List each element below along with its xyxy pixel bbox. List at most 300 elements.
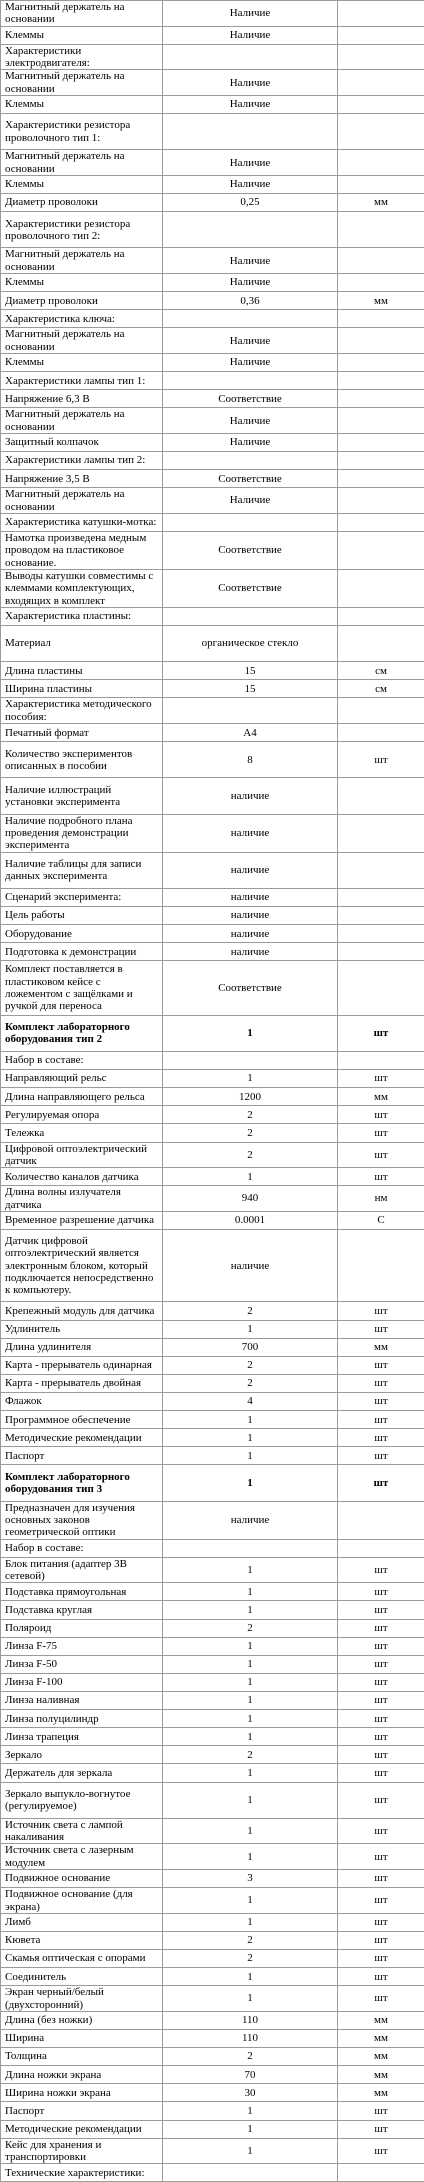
row-value: 1 bbox=[163, 1655, 338, 1673]
table-row bbox=[1, 1356, 424, 1374]
row-value: наличие bbox=[163, 1229, 338, 1302]
row-label: Характеристики лампы тип 1: bbox=[1, 372, 163, 390]
table-row bbox=[1, 1429, 424, 1447]
table-row bbox=[1, 150, 424, 176]
row-unit bbox=[338, 2164, 424, 2182]
row-unit: шт bbox=[338, 1888, 424, 1914]
row-unit: шт bbox=[338, 1356, 424, 1374]
row-unit: шт bbox=[338, 1070, 424, 1088]
row-label: Паспорт bbox=[1, 1447, 163, 1465]
table-row bbox=[1, 1501, 424, 1539]
row-unit bbox=[338, 95, 424, 113]
table-row bbox=[1, 607, 424, 625]
row-value: 1 bbox=[163, 1673, 338, 1691]
row-unit: мм bbox=[338, 292, 424, 310]
row-unit: шт bbox=[338, 1673, 424, 1691]
table-row bbox=[1, 354, 424, 372]
row-unit: шт bbox=[338, 1142, 424, 1168]
row-unit bbox=[338, 626, 424, 662]
row-unit: шт bbox=[338, 2120, 424, 2138]
row-value: Наличие bbox=[163, 70, 338, 96]
row-unit: мм bbox=[338, 1088, 424, 1106]
row-value bbox=[163, 452, 338, 470]
table-row bbox=[1, 2164, 424, 2182]
row-unit bbox=[338, 513, 424, 531]
row-unit: шт bbox=[338, 1746, 424, 1764]
table-row bbox=[1, 724, 424, 742]
row-value: 1 bbox=[163, 1070, 338, 1088]
row-label: Набор в составе: bbox=[1, 1539, 163, 1557]
row-value: Наличие bbox=[163, 175, 338, 193]
row-unit: шт bbox=[338, 1124, 424, 1142]
row-label: Методические рекомендации bbox=[1, 2120, 163, 2138]
row-unit: С bbox=[338, 1211, 424, 1229]
row-label: Длина (без ножки) bbox=[1, 2011, 163, 2029]
row-value bbox=[163, 310, 338, 328]
row-label: Технические характеристики: bbox=[1, 2164, 163, 2182]
table-row bbox=[1, 662, 424, 680]
row-value: 2 bbox=[163, 1374, 338, 1392]
row-label: Магнитный держатель на основании bbox=[1, 328, 163, 354]
row-value: наличие bbox=[163, 1501, 338, 1539]
row-unit bbox=[338, 943, 424, 961]
row-value: 1 bbox=[163, 1557, 338, 1583]
row-label: Флажок bbox=[1, 1393, 163, 1411]
table-row bbox=[1, 907, 424, 925]
row-value: 1 bbox=[163, 1913, 338, 1931]
row-value: 2 bbox=[163, 1142, 338, 1168]
row-unit: шт bbox=[338, 1950, 424, 1968]
row-value: наличие bbox=[163, 814, 338, 852]
row-label: Цифровой оптоэлектрический датчик bbox=[1, 1142, 163, 1168]
table-row bbox=[1, 814, 424, 852]
row-label: Клеммы bbox=[1, 175, 163, 193]
row-value: наличие bbox=[163, 778, 338, 814]
row-label: Длина ножки экрана bbox=[1, 2066, 163, 2084]
row-value: 30 bbox=[163, 2084, 338, 2102]
table-row bbox=[1, 1637, 424, 1655]
row-label: Кейс для хранения и транспортировки bbox=[1, 2138, 163, 2164]
row-unit bbox=[338, 433, 424, 451]
row-unit: шт bbox=[338, 742, 424, 778]
row-unit bbox=[338, 607, 424, 625]
row-unit: шт bbox=[338, 1447, 424, 1465]
row-label: Паспорт bbox=[1, 2102, 163, 2120]
table-row bbox=[1, 1844, 424, 1870]
row-value: наличие bbox=[163, 925, 338, 943]
row-label: Цель работы bbox=[1, 907, 163, 925]
row-unit bbox=[338, 175, 424, 193]
table-row bbox=[1, 2120, 424, 2138]
row-unit: шт bbox=[338, 1015, 424, 1051]
row-label: Количество каналов датчика bbox=[1, 1168, 163, 1186]
row-value: 2 bbox=[163, 1931, 338, 1949]
row-unit bbox=[338, 408, 424, 434]
row-label: Характеристика методического пособия: bbox=[1, 698, 163, 724]
row-value: наличие bbox=[163, 852, 338, 888]
row-label: Защитный колпачок bbox=[1, 433, 163, 451]
row-unit: шт bbox=[338, 1968, 424, 1986]
row-unit: мм bbox=[338, 2029, 424, 2047]
row-unit: шт bbox=[338, 1986, 424, 2012]
row-value: 940 bbox=[163, 1186, 338, 1212]
row-value: 1 bbox=[163, 1411, 338, 1429]
row-label: Линза F-75 bbox=[1, 1637, 163, 1655]
table-row bbox=[1, 778, 424, 814]
row-value: Наличие bbox=[163, 26, 338, 44]
row-unit bbox=[338, 274, 424, 292]
row-value bbox=[163, 2164, 338, 2182]
row-value: Наличие bbox=[163, 150, 338, 176]
table-row bbox=[1, 408, 424, 434]
table-row bbox=[1, 1374, 424, 1392]
row-value bbox=[163, 44, 338, 70]
row-label: Зеркало выпукло-вогнутое (регулируемое) bbox=[1, 1782, 163, 1818]
row-value: 2 bbox=[163, 2048, 338, 2066]
row-unit: шт bbox=[338, 1302, 424, 1320]
row-label: Комплект поставляется в пластиковом кейсе с ложементом с защёлками и ручкой для переноса bbox=[1, 961, 163, 1015]
table-row bbox=[1, 1673, 424, 1691]
row-unit: мм bbox=[338, 194, 424, 212]
table-row bbox=[1, 1229, 424, 1302]
row-unit: шт bbox=[338, 1374, 424, 1392]
row-unit: мм bbox=[338, 2084, 424, 2102]
table-row bbox=[1, 1818, 424, 1844]
table-row bbox=[1, 852, 424, 888]
row-label: Толщина bbox=[1, 2048, 163, 2066]
row-label: Методические рекомендации bbox=[1, 1429, 163, 1447]
row-unit: шт bbox=[338, 1913, 424, 1931]
row-label: Временное разрешение датчика bbox=[1, 1211, 163, 1229]
row-unit: шт bbox=[338, 2102, 424, 2120]
row-label: Подготовка к демонстрации bbox=[1, 943, 163, 961]
table-row bbox=[1, 1870, 424, 1888]
table-row bbox=[1, 2066, 424, 2084]
row-value: 8 bbox=[163, 742, 338, 778]
row-unit: мм bbox=[338, 1338, 424, 1356]
row-label: Скамья оптическая с опорами bbox=[1, 1950, 163, 1968]
row-value: 1 bbox=[163, 1583, 338, 1601]
row-label: Удлинитель bbox=[1, 1320, 163, 1338]
row-label: Печатный формат bbox=[1, 724, 163, 742]
row-label: Характеристика ключа: bbox=[1, 310, 163, 328]
row-unit: мм bbox=[338, 2048, 424, 2066]
row-value: органическое стекло bbox=[163, 626, 338, 662]
row-unit: шт bbox=[338, 1692, 424, 1710]
row-label: Лимб bbox=[1, 1913, 163, 1931]
table-row bbox=[1, 2138, 424, 2164]
row-unit bbox=[338, 532, 424, 570]
row-label: Клеммы bbox=[1, 354, 163, 372]
row-value: 0,25 bbox=[163, 194, 338, 212]
table-row bbox=[1, 1782, 424, 1818]
table-row bbox=[1, 1764, 424, 1782]
table-row bbox=[1, 1302, 424, 1320]
row-unit: шт bbox=[338, 1728, 424, 1746]
row-label: Линза F-100 bbox=[1, 1673, 163, 1691]
table-row bbox=[1, 1320, 424, 1338]
row-value bbox=[163, 607, 338, 625]
table-row bbox=[1, 328, 424, 354]
row-value: 2 bbox=[163, 1302, 338, 1320]
row-unit: шт bbox=[338, 2138, 424, 2164]
row-value: 2 bbox=[163, 1950, 338, 1968]
row-unit bbox=[338, 248, 424, 274]
table-row bbox=[1, 1142, 424, 1168]
row-value: 1 bbox=[163, 2102, 338, 2120]
table-row bbox=[1, 1051, 424, 1069]
row-unit bbox=[338, 328, 424, 354]
row-unit: шт bbox=[338, 1844, 424, 1870]
row-value: Наличие bbox=[163, 354, 338, 372]
table-row bbox=[1, 1913, 424, 1931]
table-row bbox=[1, 194, 424, 212]
table-row bbox=[1, 680, 424, 698]
row-value: 1 bbox=[163, 1844, 338, 1870]
table-row bbox=[1, 1393, 424, 1411]
row-label: Характеристики резистора проволочного тип 2: bbox=[1, 212, 163, 248]
row-label: Магнитный держатель на основании bbox=[1, 488, 163, 514]
row-unit: шт bbox=[338, 1411, 424, 1429]
row-unit bbox=[338, 1501, 424, 1539]
row-unit bbox=[338, 724, 424, 742]
table-row bbox=[1, 2084, 424, 2102]
row-value: 1 bbox=[163, 1692, 338, 1710]
row-unit bbox=[338, 44, 424, 70]
row-label: Характеристика пластины: bbox=[1, 607, 163, 625]
row-value: 1 bbox=[163, 1320, 338, 1338]
row-unit bbox=[338, 1229, 424, 1302]
row-label: Экран черный/белый (двухсторонний) bbox=[1, 1986, 163, 2012]
row-label: Датчик цифровой оптоэлектрический является электронным блоком, который подключается непосредственно к компьютеру. bbox=[1, 1229, 163, 1302]
row-value: Соответствие bbox=[163, 532, 338, 570]
row-value: Соответствие bbox=[163, 470, 338, 488]
table-row bbox=[1, 1539, 424, 1557]
table-row bbox=[1, 1186, 424, 1212]
row-value: Наличие bbox=[163, 488, 338, 514]
row-label: Комплект лабораторного оборудования тип 3 bbox=[1, 1465, 163, 1501]
row-unit: шт bbox=[338, 1557, 424, 1583]
row-value: 1 bbox=[163, 1447, 338, 1465]
row-unit bbox=[338, 212, 424, 248]
table-row bbox=[1, 532, 424, 570]
row-value: 1 bbox=[163, 1637, 338, 1655]
row-unit bbox=[338, 452, 424, 470]
row-value: 1 bbox=[163, 1710, 338, 1728]
table-row bbox=[1, 390, 424, 408]
row-label: Комплект лабораторного оборудования тип 2 bbox=[1, 1015, 163, 1051]
row-label: Кювета bbox=[1, 1931, 163, 1949]
table-row bbox=[1, 1124, 424, 1142]
row-value: Наличие bbox=[163, 1, 338, 27]
row-label: Длина направляющего рельса bbox=[1, 1088, 163, 1106]
row-label: Поляроид bbox=[1, 1619, 163, 1637]
row-label: Блок питания (адаптер 3В сетевой) bbox=[1, 1557, 163, 1583]
row-unit bbox=[338, 925, 424, 943]
row-value: 2 bbox=[163, 1106, 338, 1124]
row-unit: шт bbox=[338, 1619, 424, 1637]
table-row bbox=[1, 1411, 424, 1429]
table-row bbox=[1, 2048, 424, 2066]
row-label: Подставка круглая bbox=[1, 1601, 163, 1619]
row-label: Материал bbox=[1, 626, 163, 662]
table-row bbox=[1, 569, 424, 607]
row-value: 1 bbox=[163, 1429, 338, 1447]
row-unit: шт bbox=[338, 1782, 424, 1818]
row-unit: мм bbox=[338, 2066, 424, 2084]
row-label: Выводы катушки совместимы с клеммами комплектующих, входящих в комплект bbox=[1, 569, 163, 607]
row-value: 700 bbox=[163, 1338, 338, 1356]
row-unit: шт bbox=[338, 1583, 424, 1601]
row-label: Магнитный держатель на основании bbox=[1, 248, 163, 274]
row-value: А4 bbox=[163, 724, 338, 742]
table-row bbox=[1, 44, 424, 70]
row-label: Программное обеспечение bbox=[1, 1411, 163, 1429]
row-value: 70 bbox=[163, 2066, 338, 2084]
table-row bbox=[1, 433, 424, 451]
row-label: Наличие подробного плана проведения демонстрации эксперимента bbox=[1, 814, 163, 852]
row-label: Подвижное основание (для экрана) bbox=[1, 1888, 163, 1914]
row-unit bbox=[338, 488, 424, 514]
table-row bbox=[1, 1601, 424, 1619]
row-label: Клеммы bbox=[1, 95, 163, 113]
row-value: 15 bbox=[163, 662, 338, 680]
row-unit: шт bbox=[338, 1429, 424, 1447]
row-unit: шт bbox=[338, 1655, 424, 1673]
row-unit bbox=[338, 961, 424, 1015]
row-value: Наличие bbox=[163, 328, 338, 354]
row-label: Длина пластины bbox=[1, 662, 163, 680]
row-value: 1 bbox=[163, 1465, 338, 1501]
row-label: Набор в составе: bbox=[1, 1051, 163, 1069]
row-unit: шт bbox=[338, 1870, 424, 1888]
row-label: Магнитный держатель на основании bbox=[1, 150, 163, 176]
table-row bbox=[1, 1088, 424, 1106]
table-row bbox=[1, 1931, 424, 1949]
row-label: Характеристики лампы тип 2: bbox=[1, 452, 163, 470]
spec-table-body bbox=[1, 1, 424, 2182]
table-row bbox=[1, 1465, 424, 1501]
row-value: 1 bbox=[163, 1015, 338, 1051]
table-row bbox=[1, 1070, 424, 1088]
row-label: Ширина bbox=[1, 2029, 163, 2047]
row-label: Ширина ножки экрана bbox=[1, 2084, 163, 2102]
row-value: Наличие bbox=[163, 274, 338, 292]
row-value: 0,36 bbox=[163, 292, 338, 310]
row-unit bbox=[338, 778, 424, 814]
row-unit bbox=[338, 569, 424, 607]
row-unit: см bbox=[338, 662, 424, 680]
row-unit: шт bbox=[338, 1931, 424, 1949]
row-value: 110 bbox=[163, 2029, 338, 2047]
table-row bbox=[1, 452, 424, 470]
table-row bbox=[1, 1728, 424, 1746]
row-label: Зеркало bbox=[1, 1746, 163, 1764]
row-value bbox=[163, 513, 338, 531]
row-label: Направляющий рельс bbox=[1, 1070, 163, 1088]
row-value bbox=[163, 372, 338, 390]
row-unit bbox=[338, 698, 424, 724]
row-value: 1 bbox=[163, 1782, 338, 1818]
row-unit bbox=[338, 852, 424, 888]
row-value: 1 bbox=[163, 1168, 338, 1186]
row-unit bbox=[338, 470, 424, 488]
row-value: Соответствие bbox=[163, 961, 338, 1015]
table-row bbox=[1, 1619, 424, 1637]
table-row bbox=[1, 943, 424, 961]
row-unit bbox=[338, 26, 424, 44]
table-row bbox=[1, 1015, 424, 1051]
row-value bbox=[163, 1051, 338, 1069]
row-label: Карта - прерыватель двойная bbox=[1, 1374, 163, 1392]
row-label: Линза F-50 bbox=[1, 1655, 163, 1673]
row-value: Наличие bbox=[163, 95, 338, 113]
row-label: Источник света с лазерным модулем bbox=[1, 1844, 163, 1870]
row-value bbox=[163, 698, 338, 724]
table-row bbox=[1, 1986, 424, 2012]
row-unit: шт bbox=[338, 1320, 424, 1338]
table-row bbox=[1, 372, 424, 390]
row-value: 2 bbox=[163, 1124, 338, 1142]
table-row bbox=[1, 70, 424, 96]
table-row bbox=[1, 310, 424, 328]
table-row bbox=[1, 274, 424, 292]
row-label: Предназначен для изучения основных законов геометрической оптики bbox=[1, 1501, 163, 1539]
row-unit: нм bbox=[338, 1186, 424, 1212]
row-label: Магнитный держатель на основании bbox=[1, 408, 163, 434]
table-row bbox=[1, 888, 424, 906]
row-value: 1 bbox=[163, 1818, 338, 1844]
table-row bbox=[1, 2029, 424, 2047]
row-unit: шт bbox=[338, 1393, 424, 1411]
table-row bbox=[1, 698, 424, 724]
row-label: Напряжение 6,3 В bbox=[1, 390, 163, 408]
row-label: Тележка bbox=[1, 1124, 163, 1142]
table-row bbox=[1, 1106, 424, 1124]
row-value bbox=[163, 114, 338, 150]
table-row bbox=[1, 1168, 424, 1186]
row-unit bbox=[338, 372, 424, 390]
row-value: 3 bbox=[163, 1870, 338, 1888]
row-value: наличие bbox=[163, 888, 338, 906]
row-label: Диаметр проволоки bbox=[1, 194, 163, 212]
row-unit: шт bbox=[338, 1465, 424, 1501]
table-row bbox=[1, 1338, 424, 1356]
row-unit: шт bbox=[338, 1106, 424, 1124]
row-unit bbox=[338, 1, 424, 27]
table-row bbox=[1, 1746, 424, 1764]
row-label: Сценарий эксперимента: bbox=[1, 888, 163, 906]
row-value: Наличие bbox=[163, 248, 338, 274]
row-label: Крепежный модуль для датчика bbox=[1, 1302, 163, 1320]
row-value: 2 bbox=[163, 1619, 338, 1637]
row-value: Наличие bbox=[163, 408, 338, 434]
table-row bbox=[1, 513, 424, 531]
row-value: наличие bbox=[163, 943, 338, 961]
row-label: Наличие таблицы для записи данных эксперимента bbox=[1, 852, 163, 888]
row-value: 2 bbox=[163, 1356, 338, 1374]
table-row bbox=[1, 1888, 424, 1914]
row-value: 0.0001 bbox=[163, 1211, 338, 1229]
row-value: 110 bbox=[163, 2011, 338, 2029]
row-value: 1 bbox=[163, 1601, 338, 1619]
row-value: 1 bbox=[163, 1968, 338, 1986]
table-row bbox=[1, 2011, 424, 2029]
table-row bbox=[1, 248, 424, 274]
row-label: Линза трапеция bbox=[1, 1728, 163, 1746]
row-label: Источник света с лампой накаливания bbox=[1, 1818, 163, 1844]
table-row bbox=[1, 925, 424, 943]
